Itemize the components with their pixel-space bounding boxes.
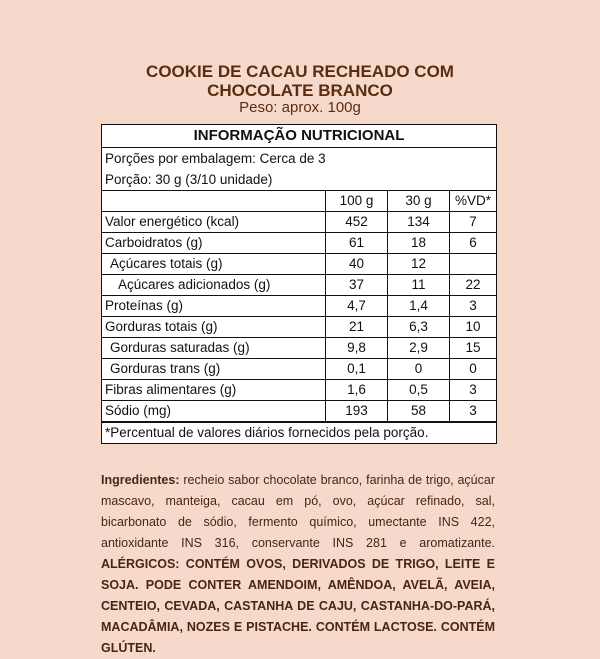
column-header-100g: 100 g <box>326 191 388 212</box>
nutrient-label: Valor energético (kcal) <box>102 212 326 233</box>
table-row <box>102 254 496 275</box>
table-row <box>102 359 496 380</box>
value-100g: 37 <box>326 275 388 296</box>
value-30g: 1,4 <box>388 296 450 317</box>
value-30g: 0,5 <box>388 380 450 401</box>
allergens-statement: ALÉRGICOS: CONTÉM OVOS, DERIVADOS DE TRIGO, LEITE E SOJA. PODE CONTER AMENDOIM, AMÊNDOA, AVELÃ, AVEIA, CENTEIO, CEVADA, CASTANHA DE CAJU, CASTANHA-DO-PARÁ, MACADÂMIA, NOZES E PISTACHE. CONTÉM LACTOSE. CONTÉM GLÚTEN. <box>101 557 495 655</box>
value-30g: 11 <box>388 275 450 296</box>
product-title-line-1: COOKIE DE CACAU RECHEADO COM <box>146 62 454 81</box>
value-vd <box>450 254 497 275</box>
column-header-vd: %VD* <box>450 191 497 212</box>
value-vd: 10 <box>450 317 497 338</box>
value-100g: 21 <box>326 317 388 338</box>
value-vd: 3 <box>450 401 497 422</box>
table-row <box>102 380 496 401</box>
table-row <box>102 233 496 254</box>
ingredients-list: recheio sabor chocolate branco, farinha de trigo, açúcar mascavo, manteiga, cacau em pó, ovo, açúcar refinado, sal, bicarbonato de sódio, fermento químico, umectante INS 422, antioxidante INS 316, conservante INS 281 e aromatizante. <box>101 473 495 550</box>
nutrient-label: Açúcares totais (g) <box>102 254 326 275</box>
value-vd: 0 <box>450 359 497 380</box>
value-100g: 61 <box>326 233 388 254</box>
nutrient-label: Gorduras saturadas (g) <box>102 338 326 359</box>
value-100g: 9,8 <box>326 338 388 359</box>
value-30g: 0 <box>388 359 450 380</box>
product-title-line-2: CHOCOLATE BRANCO <box>207 81 393 100</box>
value-30g: 2,9 <box>388 338 450 359</box>
product-weight: Peso: aprox. 100g <box>239 99 361 116</box>
value-100g: 452 <box>326 212 388 233</box>
value-100g: 40 <box>326 254 388 275</box>
value-30g: 58 <box>388 401 450 422</box>
nutrition-facts-table <box>101 124 497 444</box>
table-row <box>102 212 496 233</box>
table-row <box>102 338 496 359</box>
ingredients-label: Ingredientes: <box>101 473 180 487</box>
table-row <box>102 317 496 338</box>
value-vd: 22 <box>450 275 497 296</box>
header-blank-cell <box>102 191 326 212</box>
value-30g: 12 <box>388 254 450 275</box>
value-100g: 4,7 <box>326 296 388 317</box>
value-vd: 3 <box>450 380 497 401</box>
table-row <box>102 296 496 317</box>
value-30g: 18 <box>388 233 450 254</box>
nutrition-heading: INFORMAÇÃO NUTRICIONAL <box>102 125 496 148</box>
nutrition-footnote: *Percentual de valores diários fornecidos pela porção. <box>102 422 496 443</box>
value-100g: 1,6 <box>326 380 388 401</box>
value-30g: 6,3 <box>388 317 450 338</box>
nutrient-label: Sódio (mg) <box>102 401 326 422</box>
table-row <box>102 275 496 296</box>
nutrient-label: Gorduras totais (g) <box>102 317 326 338</box>
product-title <box>0 62 600 100</box>
nutrient-label: Gorduras trans (g) <box>102 359 326 380</box>
value-vd: 3 <box>450 296 497 317</box>
value-100g: 193 <box>326 401 388 422</box>
nutrient-table <box>102 191 496 422</box>
nutrient-label: Proteínas (g) <box>102 296 326 317</box>
nutrient-label: Carboidratos (g) <box>102 233 326 254</box>
nutrient-label: Açúcares adicionados (g) <box>102 275 326 296</box>
serving-size: Porção: 30 g (3/10 unidade) <box>102 169 496 191</box>
table-header-row <box>102 191 496 212</box>
value-vd: 6 <box>450 233 497 254</box>
value-100g: 0,1 <box>326 359 388 380</box>
ingredients-text <box>101 470 495 659</box>
value-30g: 134 <box>388 212 450 233</box>
column-header-30g: 30 g <box>388 191 450 212</box>
table-row <box>102 401 496 422</box>
servings-per-package: Porções por embalagem: Cerca de 3 <box>105 151 326 166</box>
nutrient-label: Fibras alimentares (g) <box>102 380 326 401</box>
value-vd: 7 <box>450 212 497 233</box>
value-vd: 15 <box>450 338 497 359</box>
